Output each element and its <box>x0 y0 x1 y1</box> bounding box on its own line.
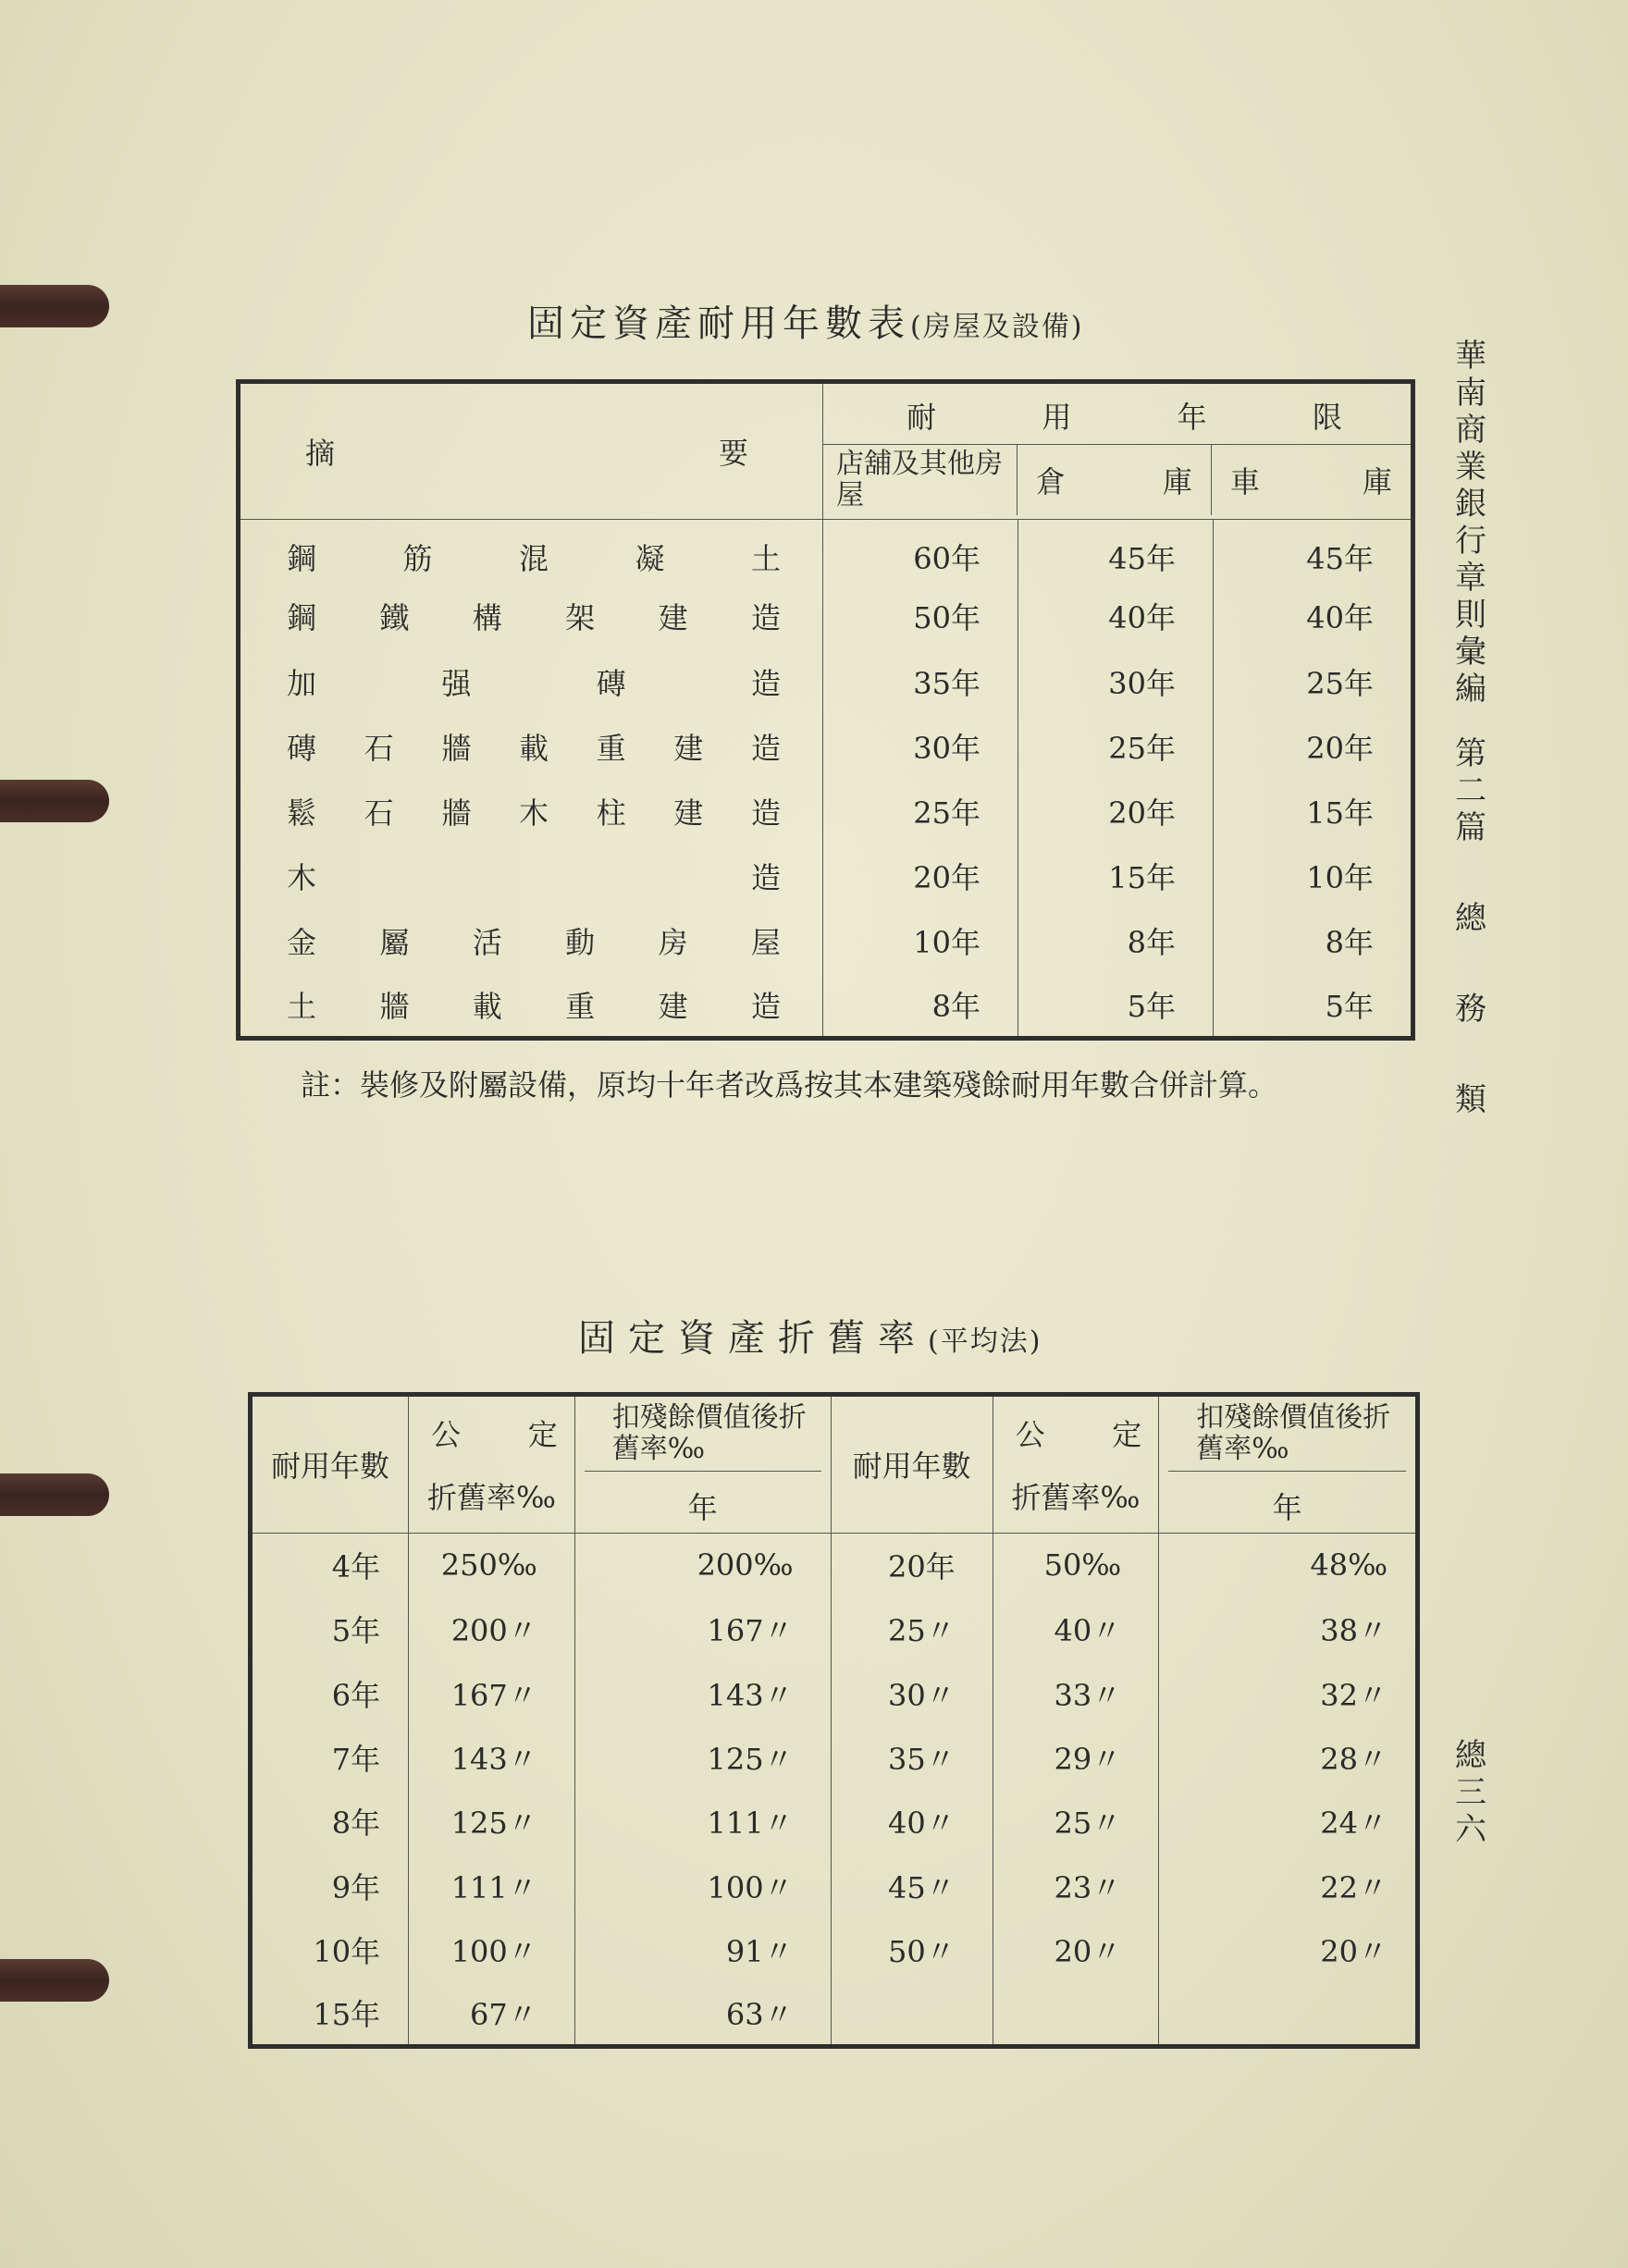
sidebar-section-char <box>1443 1081 1498 1118</box>
char: 屬 <box>379 925 410 961</box>
store-value: 50年 <box>823 584 1018 648</box>
useful-life-rows <box>239 519 1413 1038</box>
char: 限 <box>1312 400 1346 436</box>
years-value: 40〃 <box>831 1790 993 1854</box>
char: 構 <box>472 600 502 636</box>
table-row <box>251 1725 1418 1789</box>
char: 牆 <box>441 795 472 831</box>
rate-value: 40〃 <box>993 1596 1159 1660</box>
warehouse-value: 5年 <box>1018 973 1213 1038</box>
char: 類 <box>1455 1081 1486 1118</box>
rate-unit: 折舊率‰ <box>1011 1480 1141 1516</box>
store-value: 30年 <box>823 714 1018 779</box>
resid-unit: 年 <box>1272 1489 1302 1525</box>
row-name <box>239 908 823 973</box>
char: 公 <box>431 1417 462 1453</box>
store-value: 10年 <box>823 908 1018 973</box>
rate-value: 29〃 <box>993 1725 1159 1789</box>
char: 六 <box>1455 1811 1486 1848</box>
char: 强 <box>441 665 472 701</box>
char: 年 <box>1177 400 1211 436</box>
char: 務 <box>1455 991 1486 1028</box>
char: 章 <box>1455 560 1486 597</box>
char: 凝 <box>635 540 665 576</box>
years-value: 4年 <box>251 1533 409 1596</box>
row-name <box>239 714 823 779</box>
table1-note: 註：裝修及附屬設備，原均十年者改爲按其本建築殘餘耐用年數合併計算。 <box>301 1067 1278 1103</box>
char: 總 <box>1455 1737 1486 1774</box>
row-name <box>239 584 823 648</box>
resid-value: 200‰ <box>574 1533 831 1596</box>
years-value: 8年 <box>251 1790 409 1854</box>
years-value: 50〃 <box>831 1918 993 1982</box>
sidebar-book <box>1443 338 1498 708</box>
char: 活 <box>472 925 502 961</box>
char: 篇 <box>1455 809 1486 846</box>
col-resid-header <box>1159 1395 1418 1534</box>
char: 造 <box>750 730 781 766</box>
char: 載 <box>518 730 549 766</box>
resid-unit: 年 <box>687 1489 718 1525</box>
rate-unit: 折舊率‰ <box>426 1480 556 1516</box>
resid-value: 111〃 <box>574 1790 831 1854</box>
resid-value: 143〃 <box>574 1661 831 1725</box>
char: 造 <box>750 665 781 701</box>
sidebar-section-char <box>1443 900 1498 937</box>
garage-value: 5年 <box>1325 989 1374 1025</box>
char: 庫 <box>1362 464 1392 500</box>
table1-subtitle: (房屋及設備) <box>910 311 1084 343</box>
char: 建 <box>658 600 688 636</box>
spacer <box>1443 937 1498 991</box>
warehouse-value: 25年 <box>1018 714 1213 779</box>
char: 鐵 <box>379 600 410 636</box>
rate-value: 167〃 <box>409 1661 575 1725</box>
rate-value: 200〃 <box>409 1596 575 1660</box>
page-number-text <box>1443 1737 1498 1848</box>
rate-value: 143〃 <box>409 1725 575 1789</box>
resid-value: 48‰ <box>1310 1547 1388 1583</box>
garage-value: 45年 <box>1306 540 1374 576</box>
row-name <box>239 519 823 584</box>
char: 編 <box>1455 671 1486 708</box>
row-name <box>239 844 823 908</box>
char: 二 <box>1455 772 1486 809</box>
char: 用 <box>1042 400 1076 436</box>
table-row <box>239 908 1413 973</box>
rate-value <box>993 1982 1159 2047</box>
table-row <box>239 973 1413 1038</box>
char: 磚 <box>596 665 626 701</box>
col-life-label <box>823 387 1411 445</box>
binding-thread-3 <box>0 1473 109 1516</box>
char: 架 <box>565 600 596 636</box>
col-years-header: 耐用年數 <box>831 1395 993 1534</box>
char: 鋼 <box>287 600 317 636</box>
years-value: 5年 <box>251 1596 409 1660</box>
col-rate-header <box>409 1395 575 1534</box>
years-value: 30〃 <box>831 1661 993 1725</box>
rate-value: 23〃 <box>993 1854 1159 1917</box>
char: 造 <box>750 860 781 896</box>
char: 牆 <box>441 730 472 766</box>
char: 金 <box>287 925 317 961</box>
char: 商 <box>1455 412 1486 449</box>
table2-subtitle: (平均法) <box>928 1325 1042 1358</box>
resid-value: 22〃 <box>1320 1869 1388 1905</box>
char: 混 <box>518 540 549 576</box>
spacer <box>1443 846 1498 900</box>
resid-value: 28〃 <box>1320 1742 1388 1777</box>
garage-value: 40年 <box>1306 600 1374 636</box>
table-row <box>251 1533 1418 1596</box>
book-sidebar <box>1443 338 1498 1118</box>
years-value: 6年 <box>251 1661 409 1725</box>
table-row <box>251 1918 1418 1982</box>
resid-value <box>1159 1982 1418 2047</box>
table-row <box>251 1982 1418 2047</box>
warehouse-value: 40年 <box>1018 584 1213 648</box>
char: 總 <box>1455 900 1486 937</box>
years-value: 9年 <box>251 1854 409 1917</box>
col-warehouse-header <box>1018 445 1212 515</box>
char: 造 <box>750 600 781 636</box>
garage-value: 20年 <box>1306 730 1374 766</box>
char: 定 <box>1112 1417 1142 1453</box>
useful-life-table <box>236 379 1415 1041</box>
resid-value: 24〃 <box>1320 1806 1388 1842</box>
resid-label: 扣殘餘價值後折舊率‰ <box>585 1402 821 1472</box>
years-value <box>831 1982 993 2047</box>
store-value: 8年 <box>823 973 1018 1038</box>
char: 庫 <box>1162 464 1192 500</box>
char: 則 <box>1455 597 1486 634</box>
char: 加 <box>287 665 317 701</box>
warehouse-value: 8年 <box>1018 908 1213 973</box>
store-value: 25年 <box>823 779 1018 844</box>
char: 木 <box>287 860 317 896</box>
char: 倉 <box>1036 464 1067 500</box>
col-years-header: 耐用年數 <box>251 1395 409 1534</box>
char: 牆 <box>379 989 410 1025</box>
table-row <box>239 779 1413 844</box>
binding-thread-2 <box>0 780 109 822</box>
resid-value: 100〃 <box>574 1854 831 1917</box>
table2-title <box>578 1309 1042 1362</box>
resid-value: 20〃 <box>1320 1934 1388 1970</box>
char: 銀 <box>1455 486 1486 523</box>
years-value: 25〃 <box>831 1596 993 1660</box>
row-name <box>239 973 823 1038</box>
char: 土 <box>750 540 781 576</box>
table1-title <box>527 294 1083 347</box>
resid-value: 32〃 <box>1320 1677 1388 1713</box>
page-number <box>1443 1737 1498 1848</box>
char: 鋼 <box>287 540 317 576</box>
char: 載 <box>472 989 502 1025</box>
table-row <box>239 519 1413 584</box>
col-desc-header <box>239 382 823 520</box>
sidebar-chapter <box>1443 735 1498 846</box>
table-row <box>251 1661 1418 1725</box>
char: 車 <box>1230 464 1261 500</box>
char: 重 <box>565 989 596 1025</box>
table-row <box>239 584 1413 648</box>
store-value: 20年 <box>823 844 1018 908</box>
col-desc-label: 摘 要 <box>305 435 748 471</box>
char: 房 <box>658 925 688 961</box>
rate-value: 50‰ <box>993 1533 1159 1596</box>
store-value: 60年 <box>823 519 1018 584</box>
table-row <box>251 1596 1418 1660</box>
char: 筋 <box>402 540 433 576</box>
char: 三 <box>1455 1774 1486 1811</box>
store-value: 35年 <box>823 649 1018 714</box>
years-value: 10年 <box>251 1918 409 1982</box>
char: 南 <box>1455 375 1486 412</box>
table-row <box>251 1854 1418 1917</box>
char: 動 <box>565 925 596 961</box>
garage-value: 8年 <box>1325 925 1374 961</box>
rate-value: 25〃 <box>993 1790 1159 1854</box>
char: 第 <box>1455 735 1486 772</box>
rate-value: 250‰ <box>409 1533 575 1596</box>
depreciation-header-row <box>251 1395 1418 1534</box>
years-value: 45〃 <box>831 1854 993 1917</box>
warehouse-value: 45年 <box>1018 519 1213 584</box>
row-name <box>239 649 823 714</box>
char: 定 <box>527 1417 558 1453</box>
col-life-header <box>823 382 1413 520</box>
binding-thread-1 <box>0 285 109 327</box>
rate-value: 125〃 <box>409 1790 575 1854</box>
char: 行 <box>1455 523 1486 560</box>
rate-value: 20〃 <box>993 1918 1159 1982</box>
char: 建 <box>673 795 704 831</box>
col-resid-header <box>574 1395 831 1534</box>
warehouse-value: 20年 <box>1018 779 1213 844</box>
char: 建 <box>658 989 688 1025</box>
resid-value: 38〃 <box>1320 1613 1388 1649</box>
years-value: 15年 <box>251 1982 409 2047</box>
char: 耐 <box>906 400 941 436</box>
resid-value: 167〃 <box>574 1596 831 1660</box>
depreciation-rows <box>251 1533 1418 2046</box>
char: 重 <box>596 730 626 766</box>
table2-title-text: 固定資產折舊率 <box>578 1317 928 1360</box>
years-value: 20年 <box>831 1533 993 1596</box>
char: 石 <box>364 795 394 831</box>
char: 華 <box>1455 338 1486 375</box>
char: 造 <box>750 989 781 1025</box>
resid-value: 63〃 <box>574 1982 831 2047</box>
rate-value: 100〃 <box>409 1918 575 1982</box>
years-value: 35〃 <box>831 1725 993 1789</box>
binding-thread-4 <box>0 1959 109 2002</box>
table-row <box>251 1790 1418 1854</box>
warehouse-value: 15年 <box>1018 844 1213 908</box>
char: 彙 <box>1455 634 1486 671</box>
table-row <box>239 649 1413 714</box>
char: 鬆 <box>287 795 317 831</box>
char: 磚 <box>287 730 317 766</box>
spacer <box>1443 708 1498 735</box>
char: 石 <box>364 730 394 766</box>
spacer <box>1443 1028 1498 1081</box>
table1-title-text: 固定資產耐用年數表 <box>527 302 910 345</box>
garage-value: 25年 <box>1306 665 1374 701</box>
col-rate-header <box>993 1395 1159 1534</box>
char: 業 <box>1455 449 1486 486</box>
char: 柱 <box>596 795 626 831</box>
rate-value: 33〃 <box>993 1661 1159 1725</box>
char: 木 <box>518 795 549 831</box>
col-store-header: 店舖及其他房屋 <box>823 445 1018 515</box>
row-name <box>239 779 823 844</box>
garage-value: 10年 <box>1306 860 1374 896</box>
years-value: 7年 <box>251 1725 409 1789</box>
rate-value: 111〃 <box>409 1854 575 1917</box>
resid-value: 125〃 <box>574 1725 831 1789</box>
warehouse-value: 30年 <box>1018 649 1213 714</box>
sidebar-section-char <box>1443 991 1498 1028</box>
char: 建 <box>673 730 704 766</box>
depreciation-rate-table <box>248 1392 1420 2049</box>
char: 造 <box>750 795 781 831</box>
table-row <box>239 844 1413 908</box>
garage-value: 15年 <box>1306 795 1374 831</box>
col-garage-header <box>1212 445 1411 515</box>
char: 公 <box>1015 1417 1045 1453</box>
resid-value: 91〃 <box>574 1918 831 1982</box>
char: 土 <box>287 989 317 1025</box>
char: 屋 <box>750 925 781 961</box>
table-row <box>239 714 1413 779</box>
resid-label: 扣殘餘價值後折舊率‰ <box>1168 1402 1406 1472</box>
rate-value: 67〃 <box>409 1982 575 2047</box>
